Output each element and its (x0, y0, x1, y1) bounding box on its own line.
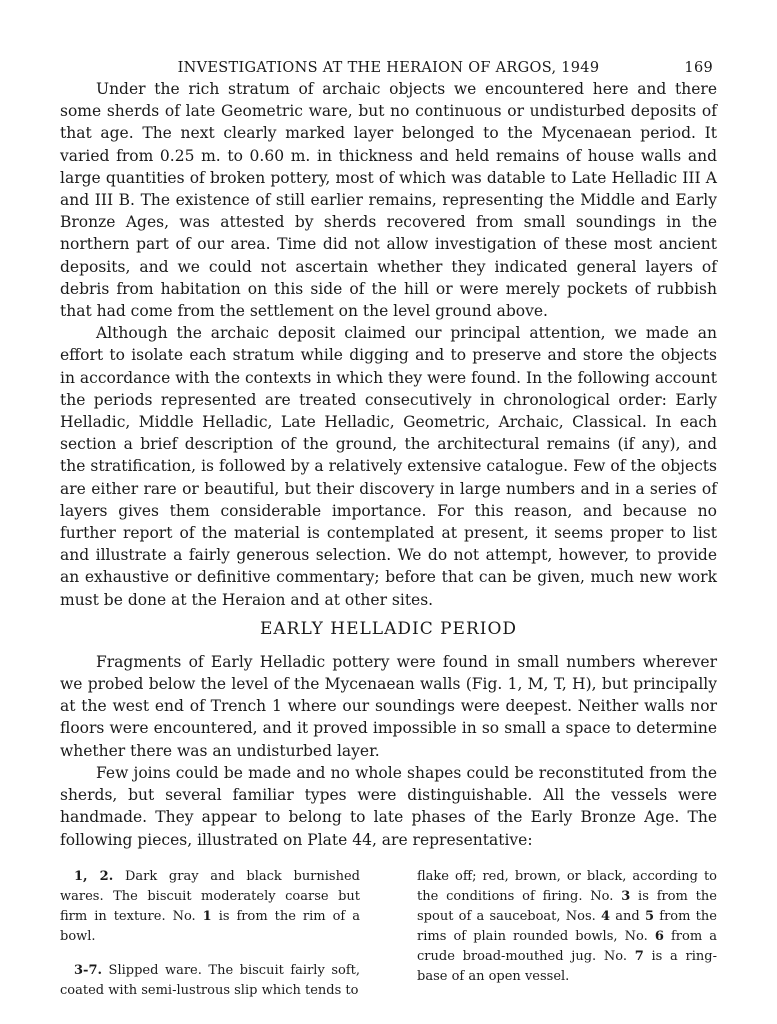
catalogue-text: is from the spout of a sauceboat, Nos. (417, 888, 717, 924)
catalogue-text: Dark gray and black burnished wares. The biscuit moderately coarse but firm in texture. No. (60, 868, 360, 924)
catalogue-text: flake off; red, brown, or black, according to the conditions of firing. No. (417, 868, 717, 904)
page-number: 169 (684, 60, 713, 76)
catalogue-ref: 6 (654, 928, 664, 944)
catalogue-number: 3-7. (74, 962, 103, 978)
catalogue-text: is from the rim of a bowl. (60, 908, 360, 944)
catalogue-ref: 7 (634, 948, 644, 964)
catalogue-text: Slipped ware. The biscuit fairly soft, coated with semi-lustrous slip which tends to (60, 962, 360, 998)
catalogue-text: from the rims of plain rounded bowls, No. (417, 908, 717, 944)
running-title: INVESTIGATIONS AT THE HERAION OF ARGOS, 1949 (177, 60, 600, 76)
catalogue-number: 1, 2. (74, 868, 114, 884)
catalogue-ref: 1 (202, 908, 212, 924)
catalogue-column-right (417, 867, 717, 1015)
catalogue-entry (60, 867, 360, 947)
page (60, 52, 717, 1015)
body-text (60, 78, 717, 851)
catalogue-text: from a crude broad-mouthed jug. No. (417, 928, 718, 964)
paragraph: Although the archaic deposit claimed our principal attention, we made an effort to isolate each stratum while digging and to preserve and store the objects in accordance with the contexts in which they were found. In the following account the periods represented are treated consecutively in chronological order: Early Helladic, Middle Helladic, Late Helladic, Geometric, Archaic, Classical. In each section a brief description of the ground, the architectural remains (if any), and the stratification, is followed by a relatively extensive catalogue. Few of the objects are either rare or beautiful, but their discovery in large numbers and in a series of layers gives them considerable importance. For this reason, and because no further report of the material is contemplated at present, it seems proper to list and illustrate a fairly generous selection. We do not attempt, however, to provide an exhaustive or definitive commentary; before that can be given, much new work must be done at the Heraion and at other sites. (60, 324, 717, 609)
catalogue-text: and (615, 908, 640, 924)
section-heading: EARLY HELLADIC PERIOD (259, 618, 518, 639)
paragraph: Few joins could be made and no whole shapes could be reconstituted from the sherds, but several familiar types were distinguishable. All the vessels were handmade. They appear to belong to late phases of the Early Bronze Age. The following pieces, illustrated on Plate 44, are representative: (60, 763, 717, 849)
running-head (60, 52, 717, 78)
catalogue-entry-continued (417, 867, 717, 987)
catalogue-entry (60, 961, 360, 1001)
catalogue-column-left (60, 867, 360, 1015)
catalogue-ref: 4 (601, 908, 611, 924)
catalogue-text: is a ring-base of an open vessel. (417, 948, 717, 984)
catalogue-ref: 5 (644, 908, 655, 924)
catalogue-ref: 3 (621, 888, 631, 904)
paragraph: Under the rich stratum of archaic objects we encountered here and there some sherds of late Geometric ware, but no continuous or undisturbed deposits of that age. The next clearly marked layer belonged to the Mycenaean period. It varied from 0.25 m. to 0.60 m. in thickness and held remains of house walls and large quantities of broken pottery, most of which was datable to Late Helladic III A and III B. The existence of still earlier remains, representing the Middle and Early Bronze Ages, was attested by sherds recovered from small soundings in the northern part of our area. Time did not allow investigation of these most ancient deposits, and we could not ascertain whether they indicated general layers of debris from habitation on this side of the hill or were merely pockets of rubbish that had come from the settlement on the level ground above. (60, 80, 717, 321)
paragraph: Fragments of Early Helladic pottery were found in small numbers wherever we probed below the level of the Mycenaean walls (Fig. 1, M, T, H), but principally at the west end of Trench 1 where our soundings were deepest. Neither walls nor floors were encountered, and it proved impossible in so small a space to determine whether there was an undisturbed layer. (60, 652, 717, 760)
catalogue (60, 867, 717, 1015)
